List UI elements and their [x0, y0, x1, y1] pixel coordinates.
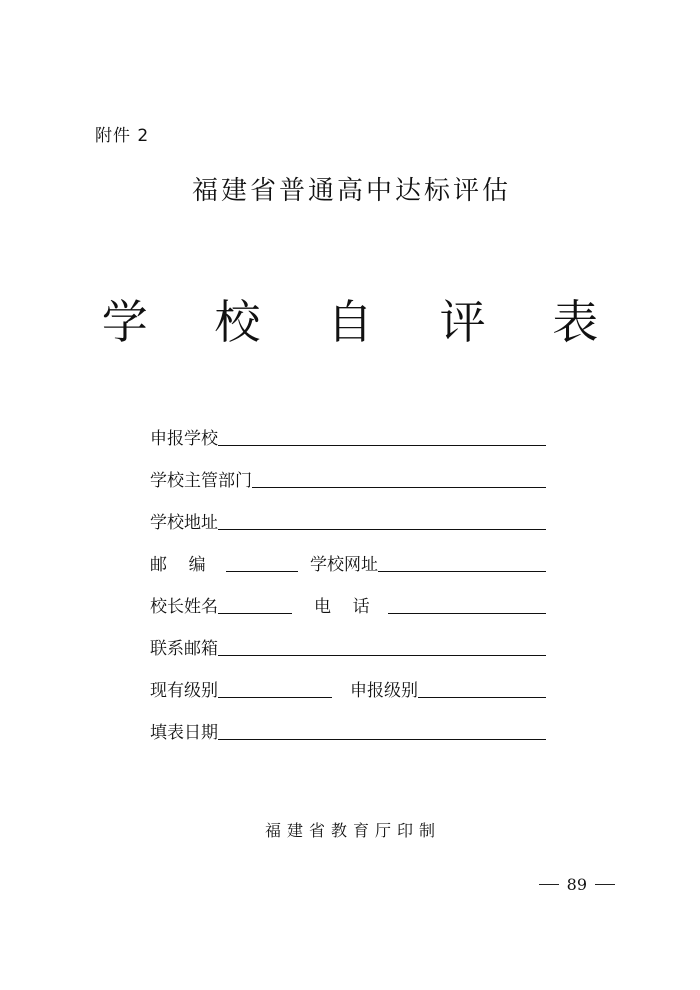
principal-field[interactable] — [218, 595, 292, 614]
email-field[interactable] — [218, 637, 546, 656]
form-row-authority — [150, 462, 546, 492]
form-row-principal-phone — [150, 588, 546, 618]
school-name-field[interactable] — [218, 427, 546, 446]
website-field[interactable] — [378, 553, 546, 572]
current-level-label: 现有级别 — [150, 681, 218, 701]
document-subtitle: 福建省普通高中达标评估 — [191, 176, 511, 206]
applied-level-label: 申报级别 — [350, 681, 418, 701]
phone-label: 电 话 — [314, 597, 370, 617]
website-label: 学校网址 — [310, 555, 378, 575]
authority-field[interactable] — [252, 469, 546, 488]
page-dash-right — [595, 884, 615, 885]
form-row-school-name — [150, 420, 546, 450]
document-title: 学 校 自 评 表 — [101, 295, 625, 349]
applied-level-field[interactable] — [418, 679, 546, 698]
fill-date-label: 填表日期 — [150, 723, 218, 743]
fill-date-field[interactable] — [218, 721, 546, 740]
issuing-organization: 福建省教育厅印制 — [264, 821, 441, 840]
address-label: 学校地址 — [150, 513, 218, 533]
attachment-label: 附件 2 — [95, 126, 150, 146]
page-number — [539, 875, 615, 894]
school-name-label: 申报学校 — [150, 429, 218, 449]
form-row-postcode-website — [150, 546, 546, 576]
email-label: 联系邮箱 — [150, 639, 218, 659]
postcode-label: 邮 编 — [150, 555, 206, 575]
current-level-field[interactable] — [218, 679, 332, 698]
page-number-value: 89 — [566, 875, 587, 894]
authority-label: 学校主管部门 — [150, 471, 252, 491]
postcode-field[interactable] — [226, 553, 298, 572]
form-row-email — [150, 630, 546, 660]
address-field[interactable] — [218, 511, 546, 530]
page-dash-left — [539, 884, 559, 885]
form-row-levels — [150, 672, 546, 702]
phone-field[interactable] — [388, 595, 546, 614]
form-row-fill-date — [150, 714, 546, 744]
form-row-address — [150, 504, 546, 534]
principal-label: 校长姓名 — [150, 597, 218, 617]
